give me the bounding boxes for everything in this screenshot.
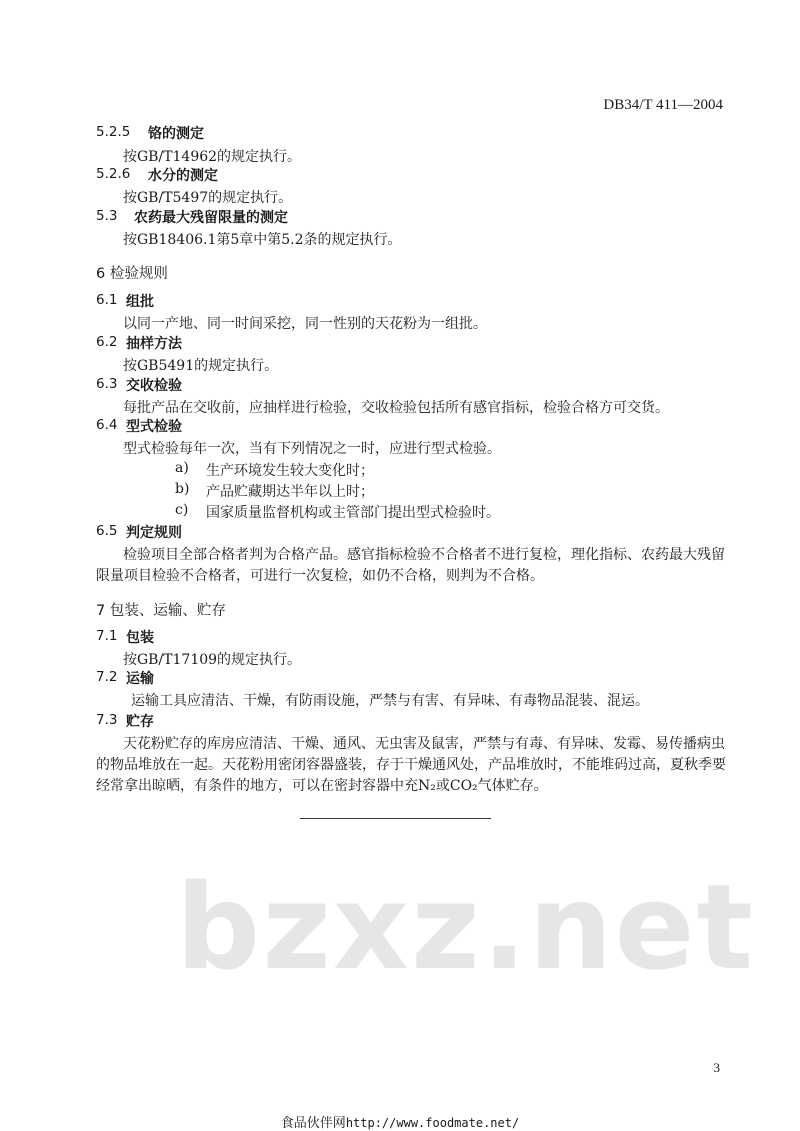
clause-text-line: 天花粉贮存的库房应清洁、干燥、通风、无虫害及鼠害，严禁与有毒、有异味、发霉、易传播病虫 (123, 736, 725, 752)
list-item: 生产环境发生较大变化时； (206, 463, 374, 479)
end-rule (300, 818, 491, 819)
clause-title: 交收检验 (126, 378, 182, 394)
chapter-heading: 6 检验规则 (96, 266, 168, 282)
clause-title: 抽样方法 (126, 336, 182, 352)
clause-number: 7.3 (96, 712, 118, 728)
clause-text: 按GB18406.1第5章中第5.2条的规定执行。 (123, 232, 402, 248)
clause-title: 铬的测定 (148, 126, 204, 142)
clause-title: 农药最大残留限量的测定 (134, 210, 288, 226)
clause-number: 6.2 (96, 334, 118, 350)
list-item: 国家质量监督机构或主管部门提出型式检验时。 (206, 505, 500, 521)
clause-text-line: 的物品堆放在一起。天花粉用密闭容器盛装，存于干燥通风处，产品堆放时，不能堆码过高，夏秋季要 (96, 757, 726, 773)
clause-text-line: 经常拿出晾晒，有条件的地方，可以在密封容器中充N₂或CO₂气体贮存。 (96, 778, 548, 794)
clause-title: 型式检验 (126, 419, 182, 435)
clause-title: 贮存 (126, 714, 154, 730)
clause-title: 判定规则 (126, 525, 182, 541)
footer-site-name: 食品伙伴网 (280, 1116, 346, 1131)
clause-text: 按GB/T17109的规定执行。 (123, 652, 302, 668)
clause-title: 水分的测定 (148, 168, 218, 184)
footer (0, 1112, 800, 1131)
clause-title: 运输 (126, 671, 154, 687)
list-item: 产品贮藏期达半年以上时； (206, 484, 374, 500)
clause-text-line: 限量项目检验不合格者，可进行一次复检，如仍不合格，则判为不合格。 (96, 568, 544, 584)
clause-title: 包装 (126, 630, 154, 646)
clause-text: 型式检验每年一次，当有下列情况之一时，应进行型式检验。 (123, 441, 501, 457)
clause-number: 7.1 (96, 628, 118, 644)
clause-number: 5.2.6 (96, 166, 131, 182)
clause-text: 每批产品在交收前，应抽样进行检验，交收检验包括所有感官指标，检验合格方可交货。 (123, 400, 669, 416)
clause-number: 6.5 (96, 523, 118, 539)
list-marker: a) (175, 460, 189, 476)
clause-text: 按GB/T14962的规定执行。 (123, 149, 302, 165)
clause-number: 5.3 (96, 208, 118, 224)
clause-number: 7.2 (96, 669, 118, 685)
list-marker: b) (175, 481, 190, 497)
clause-number: 6.1 (96, 292, 118, 308)
page-number: 3 (713, 1060, 720, 1075)
clause-text: 以同一产地、同一时间采挖，同一性别的天花粉为一组批。 (123, 316, 487, 332)
clause-text: 按GB/T5497的规定执行。 (123, 190, 293, 206)
clause-number: 6.3 (96, 376, 118, 392)
clause-text: 按GB5491的规定执行。 (123, 358, 279, 374)
standard-code: DB34/T 411—2004 (603, 97, 723, 113)
clause-title: 组批 (126, 294, 154, 310)
watermark: bzxz.net (175, 858, 755, 996)
clause-text-line: 检验项目全部合格者判为合格产品。感官指标检验不合格者不进行复检，理化指标、农药最大残留 (123, 547, 725, 563)
list-marker: c) (175, 502, 189, 518)
clause-text: 运输工具应清洁、干燥，有防雨设施，严禁与有害、有异味、有毒物品混装、混运。 (131, 693, 649, 709)
clause-number: 5.2.5 (96, 124, 131, 140)
footer-url[interactable]: http://www.foodmate.net/ (345, 1116, 520, 1130)
clause-number: 6.4 (96, 417, 118, 433)
chapter-heading: 7 包装、运输、贮存 (96, 603, 226, 619)
